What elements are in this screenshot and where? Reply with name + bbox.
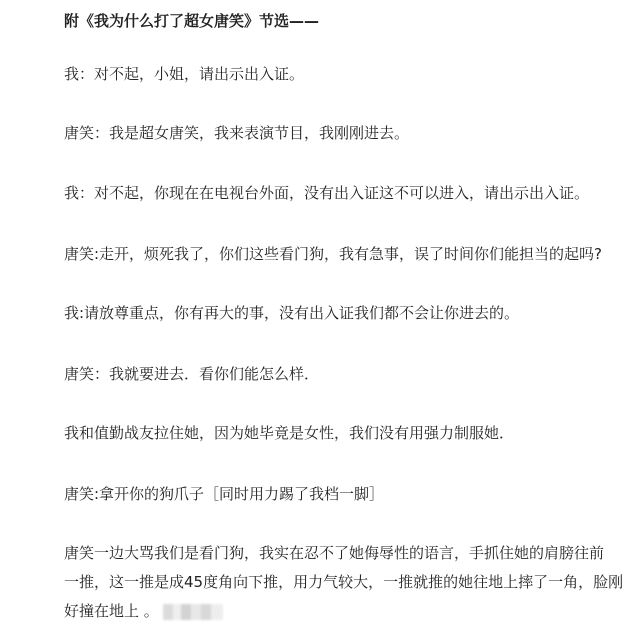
dialogue-line-5: 我:请放尊重点，你有再大的事，没有出入证我们都不会让你进去的。 (64, 304, 520, 322)
final-paragraph-line-2: 一推，这一推是成45度角向下推，用力气较大，一推就推的她往地上摔了一角，脸刚 (64, 573, 624, 591)
dialogue-line-8: 唐笑:拿开你的狗爪子［同时用力踢了我档一脚］ (64, 485, 385, 503)
final-paragraph-line-3 (64, 597, 624, 626)
final-paragraph-line-1: 唐笑一边大骂我们是看门狗，我实在忍不了她侮辱性的语言，手抓住她的肩膀往前 (64, 544, 605, 562)
dialogue-line-3: 我：对不起，你现在在电视台外面，没有出入证这不可以进入，请出示出入证。 (64, 184, 590, 202)
dialogue-line-6: 唐笑：我就要进去．看你们能怎么样． (64, 365, 320, 383)
dialogue-line-4: 唐笑:走开，烦死我了，你们这些看门狗，我有急事，误了时间你们能担当的起吗? (64, 245, 603, 263)
dialogue-line-7: 我和值勤战友拉住她，因为她毕竟是女性，我们没有用强力制服她． (64, 424, 515, 442)
dialogue-line-2: 唐笑：我是超女唐笑，我来表演节目，我刚刚进去。 (64, 124, 410, 142)
final-paragraph (64, 539, 624, 626)
excerpt-title: 附《我为什么打了超女唐笑》节选—— (64, 12, 320, 30)
final-paragraph-line-3-text: 好撞在地上 。 (64, 602, 159, 620)
dialogue-line-1: 我：对不起，小姐，请出示出入证。 (64, 65, 305, 83)
blurred-image-fragment (163, 604, 223, 620)
